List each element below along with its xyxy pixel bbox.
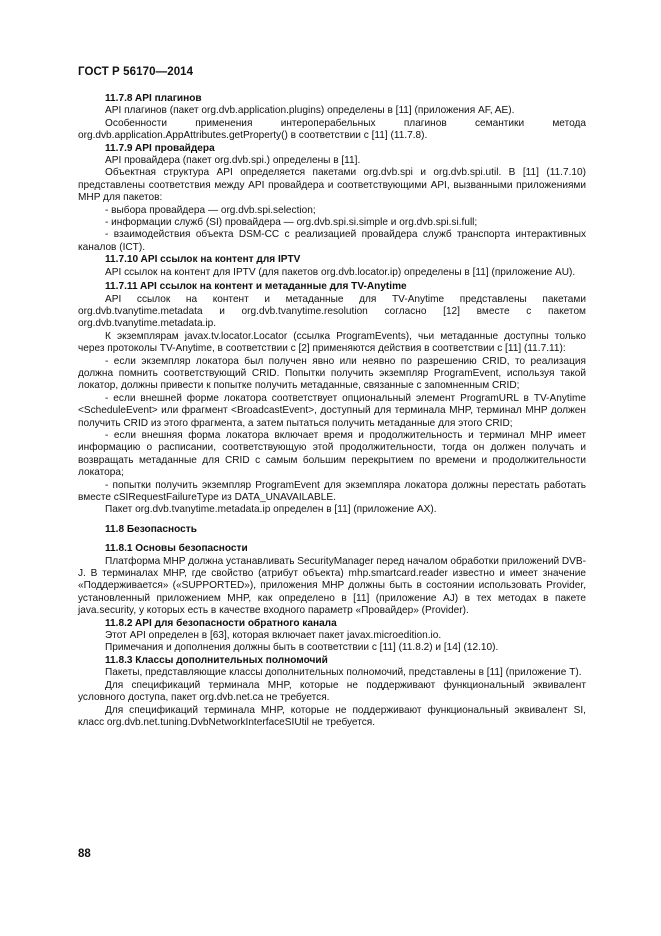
paragraph: Объектная структура API определяется пакетами org.dvb.spi и org.dvb.spi.util. В [11] (11.7.10) представлены соответствия между API провайдера и соответствующими API, вызванными приложениями MHP для пакетов: [78, 167, 586, 204]
paragraph: API плагинов (пакет org.dvb.application.plugins) определены в [11] (приложения AF, AE). [105, 105, 515, 117]
document-body [78, 93, 586, 729]
page-number: 88 [78, 848, 91, 860]
section-heading: 11.7.9 API провайдера [105, 142, 215, 154]
paragraph: Платформа MHP должна устанавливать SecurityManager перед началом обработки приложений DVB-J. В терминалах MHP, где свойство (атрибут объекта) mhp.smartcard.reader известно и имеет значение «Поддерживается» («SUPPORTED»), приложения MHP должны быть в состоянии использовать Provider, установленный приложением MHP, как определено в [11] (приложение AJ) в тех методах в пакете java.security, у которых есть в качестве входного параметр «Провайдер» (Provider). [78, 555, 587, 617]
paragraph: API ссылок на контент и метаданные для TV-Anytime представлены пакетами org.dvb.tvanytime.metadata и org.dvb.tvanytime.resolution согласно [12] вместе с пакетом org.dvb.tvanytime.metadata.ip. [78, 293, 586, 330]
list-item: - если внешней форме локатора соответствует опциональный элемент ProgramURL в TV-Anytime <ScheduleEvent> или фрагмент <BroadcastEvent>, доступный для терминала MHP, терминал MHP должен получить CRID из этого фрагмента, а затем пытаться получить метаданные для этого CRID; [78, 392, 586, 429]
section-heading: 11.8 Безопасность [105, 523, 197, 535]
paragraph: Примечания и дополнения должны быть в соответствии с [11] (11.8.2) и [14] (12.10). [105, 642, 499, 654]
paragraph: Пакеты, представляющие классы дополнительных полномочий, представлены в [11] (приложение T). [105, 667, 582, 679]
paragraph: Для спецификаций терминала MHP, которые не поддерживают функциональный эквивалент SI, класс org.dvb.net.tuning.DvbNetworkInterfaceSIUtil не требуется. [78, 704, 586, 728]
paragraph: Особенности применения интероперабельных плагинов семантики метода org.dvb.application.AppAttributes.getProperty() в соответствии с [11] (11.7.8). [78, 117, 586, 142]
section-heading: 11.8.2 API для безопасности обратного канала [105, 617, 337, 629]
section-heading: 11.7.8 API плагинов [105, 93, 202, 104]
paragraph: Для спецификаций терминала MHP, которые не поддерживают функциональный эквивалент условного доступа, пакет org.dvb.net.ca не требуется. [78, 679, 586, 704]
section-heading: 11.8.1 Основы безопасности [105, 543, 248, 555]
paragraph: Пакет org.dvb.tvanytime.metadata.ip определен в [11] (приложение AX). [105, 504, 437, 516]
list-item: - выбора провайдера — org.dvb.spi.selection; [105, 204, 316, 216]
page-header: ГОСТ Р 56170—2014 [78, 66, 194, 78]
list-item: - если внешняя форма локатора включает время и продолжительность и терминал MHP имеет информацию о расписании, соответствующую этой продолжительности, тогда он должен получать и возвращать метаданные для CRID с самым большим перекрытием по времени и продолжительности локатора; [78, 429, 586, 479]
section-heading: 11.8.3 Классы дополнительных полномочий [105, 654, 328, 666]
list-item: - попытки получить экземпляр ProgramEvent для экземпляра локатора должны перестать работать вместе cSIRequestFailureType из DATA_UNAVAILABLE. [78, 479, 586, 503]
paragraph: API провайдера (пакет org.dvb.spi.) определены в [11]. [105, 155, 361, 167]
section-heading: 11.7.10 API ссылок на контент для IPTV [105, 254, 301, 266]
paragraph: API ссылок на контент для IPTV (для пакетов org.dvb.locator.ip) определены в [11] (приложение AU). [105, 266, 576, 278]
paragraph: Этот API определен в [63], которая включает пакет javax.microedition.io. [105, 630, 442, 642]
paragraph: К экземплярам javax.tv.locator.Locator (ссылка ProgramEvents), чьи метаданные доступны только через протоколы TV-Anytime, в соответствии с [2] применяются действия в соответствии с [11] (11.7.11): [78, 330, 586, 355]
list-item: - информации служб (SI) провайдера — org.dvb.spi.si.simple и org.dvb.spi.si.full; [105, 217, 478, 229]
list-item: - взаимодействия объекта DSM-CC с реализацией провайдера служб транспорта интерактивных каналов (ICT). [78, 229, 586, 253]
list-item: - если экземпляр локатора был получен явно или неявно по разрешению CRID, то реализация должна помнить соответствующий CRID. Попытки получить экземпляр ProgramEvent, используя такой локатор, должны привести к попытке получить метаданные, связанные с запомненным CRID; [78, 355, 586, 392]
section-heading: 11.7.11 API ссылок на контент и метаданные для TV-Anytime [105, 281, 407, 293]
